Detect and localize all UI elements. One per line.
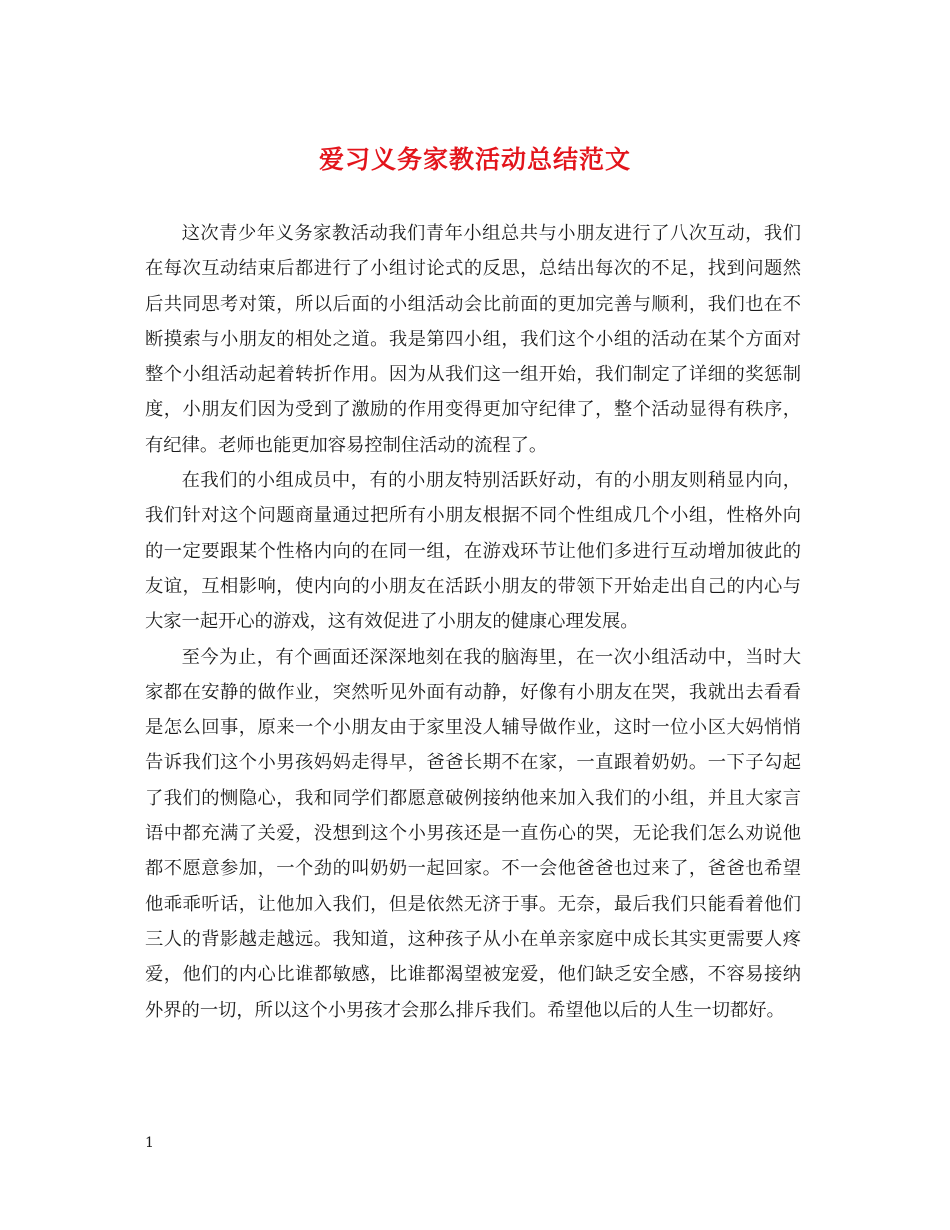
paragraph-1: 这次青少年义务家教活动我们青年小组总共与小朋友进行了八次互动，我们在每次互动结束后都进行了小组讨论式的反思，总结出每次的不足，找到问题然后共同思考对策，所以后面的小组活动会比前面的更加完善与顺利，我们也在不断摸索与小朋友的相处之道。我是第四小组，我们这个小组的活动在某个方面对整个小组活动起着转折作用。因为从我们这一组开始，我们制定了详细的奖惩制度，小朋友们因为受到了激励的作用变得更加守纪律了，整个活动显得有秩序，有纪律。老师也能更加容易控制住活动的流程了。 (145, 223, 801, 456)
document-body (145, 216, 801, 1028)
paragraph-3: 至今为止，有个画面还深深地刻在我的脑海里，在一次小组活动中，当时大家都在安静的做作业，突然听见外面有动静，好像有小朋友在哭，我就出去看看是怎么回事，原来一个小朋友由于家里没人辅导做作业，这时一位小区大妈悄悄告诉我们这个小男孩妈妈走得早，爸爸长期不在家，一直跟着奶奶。一下子勾起了我们的恻隐心，我和同学们都愿意破例接纳他来加入我们的小组，并且大家言语中都充满了关爱，没想到这个小男孩还是一直伤心的哭，无论我们怎么劝说他都不愿意参加，一个劲的叫奶奶一起回家。不一会他爸爸也过来了，爸爸也希望他乖乖听话，让他加入我们，但是依然无济于事。无奈，最后我们只能看着他们三人的背影越走越远。我知道，这种孩子从小在单亲家庭中成长其实更需要人疼爱，他们的内心比谁都敏感，比谁都渴望被宠爱，他们缺乏安全感，不容易接纳外界的一切，所以这个小男孩才会那么排斥我们。希望他以后的人生一切都好。 (145, 646, 801, 1021)
page-number: 1 (145, 1135, 154, 1151)
document-title: 爱习义务家教活动总结范文 (318, 145, 631, 174)
paragraph-2: 在我们的小组成员中，有的小朋友特别活跃好动，有的小朋友则稍显内向，我们针对这个问题商量通过把所有小朋友根据不同个性组成几个小组，性格外向的一定要跟某个性格内向的在同一组，在游戏环节让他们多进行互动增加彼此的友谊，互相影响，使内向的小朋友在活跃小朋友的带领下开始走出自己的内心与大家一起开心的游戏，这有效促进了小朋友的健康心理发展。 (145, 470, 801, 633)
